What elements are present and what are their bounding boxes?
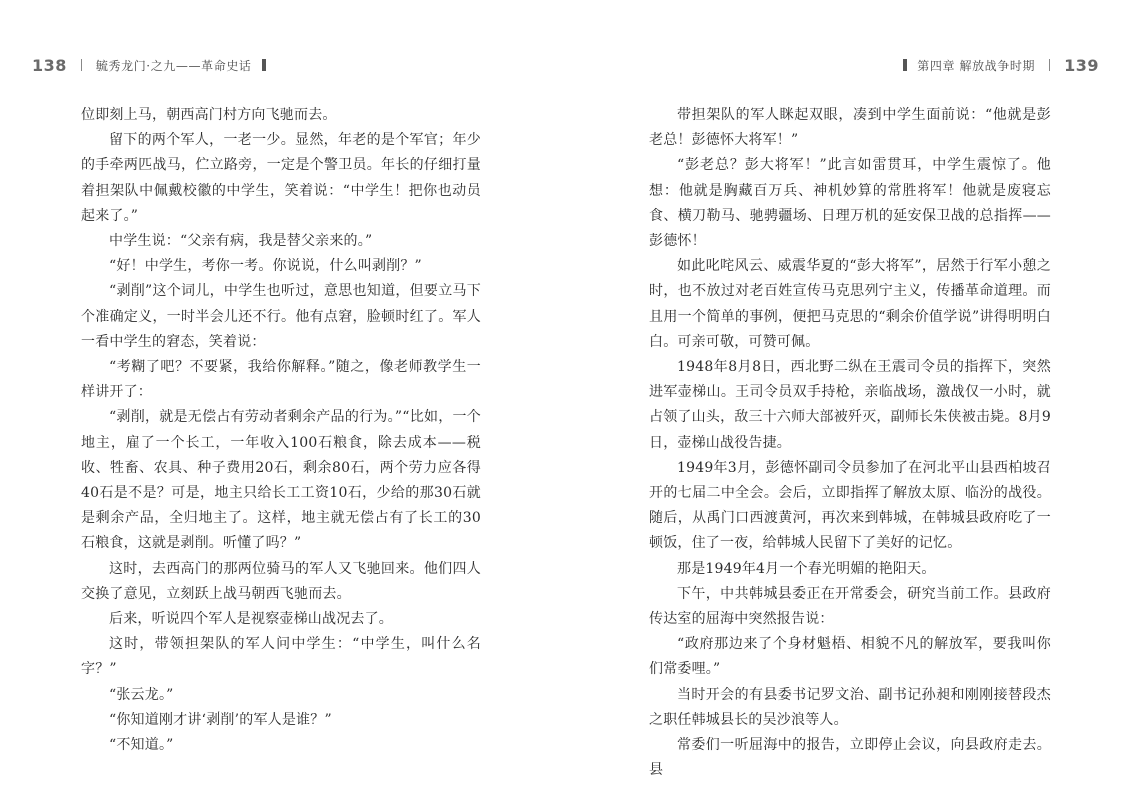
paragraph: 1949年3月，彭德怀副司令员参加了在河北平山县西柏坡召开的七届二中全会。会后，立即指挥了解放太原、临汾的战役。随后，从禹门口西渡黄河，再次来到韩城，在韩城县政府吃了一顿饭，住了一夜，给韩城人民留下了美好的记忆。 (649, 459, 1051, 552)
left-page-header (32, 54, 276, 76)
header-divider (81, 59, 82, 71)
header-block-marker (903, 59, 907, 71)
paragraph: “政府那边来了个身材魁梧、相貌不凡的解放军，要我叫你们常委哩。” (649, 636, 1051, 678)
paragraph: 常委们一听屈海中的报告，立即停止会议，向县政府走去。县 (649, 737, 1051, 779)
paragraph: “张云龙。” (109, 686, 174, 703)
paragraph: “考糊了吧？不要紧，我给你解释。”随之，像老师教学生一样讲开了： (81, 359, 481, 401)
paragraph: “剥削，就是无偿占有劳动者剩余产品的行为。”“比如，一个地主，雇了一个长工，一年收入100石粮食，除去成本——税收、牲畜、农具、种子费用20石，剩余80石，两个劳力应各得40石是不是？可是，地主只给长工工资10石，少给的那30石就是剩余产品，全归地主了。这样，地主就无偿占有了长工的30石粮食，这就是剥削。听懂了吗？” (81, 409, 481, 552)
right-page-number: 139 (1064, 55, 1099, 75)
paragraph: “好！中学生，考你一考。你说说，什么叫剥削？” (109, 258, 422, 275)
paragraph: 带担架队的军人眯起双眼，凑到中学生面前说：“他就是彭老总！彭德怀大将军！” (649, 107, 1051, 149)
left-page (0, 0, 566, 799)
right-page-header (893, 54, 1099, 76)
header-block-marker (262, 59, 266, 71)
paragraph: 中学生说：“父亲有病，我是替父亲来的。” (109, 233, 373, 250)
paragraph: 当时开会的有县委书记罗文治、副书记孙昶和刚刚接替段杰之职任韩城县长的吴沙浪等人。 (649, 686, 1051, 728)
left-page-number: 138 (32, 55, 67, 75)
paragraph: 如此叱咤风云、威震华夏的“彭大将军”，居然于行军小憩之时，也不放过对老百姓宣传马克思列宁主义，传播革命道理。而且用一个简单的事例，便把马克思的“剩余价值学说”讲得明明白白。可亲可敬，可赞可佩。 (649, 258, 1051, 350)
paragraph: “不知道。” (109, 737, 174, 754)
right-header-title: 第四章 解放战争时期 (917, 58, 1036, 73)
paragraph: 留下的两个军人，一老一少。显然，年老的是个军官；年少的手牵两匹战马，伫立路旁，一定是个警卫员。年长的仔细打量着担架队中佩戴校徽的中学生，笑着说：“中学生！把你也动员起来了。” (81, 132, 481, 224)
left-page-body (81, 103, 481, 758)
paragraph: “剥削”这个词儿，中学生也听过，意思也知道，但要立马下个准确定义，一时半会儿还不行。他有点窘，脸顿时红了。军人一看中学生的窘态，笑着说： (81, 283, 481, 350)
right-page (567, 0, 1133, 799)
paragraph: 这时，带领担架队的军人问中学生：“中学生，叫什么名字？” (81, 636, 481, 678)
header-divider (1049, 59, 1050, 71)
paragraph: 后来，听说四个军人是视察壶梯山战况去了。 (109, 611, 393, 628)
paragraph: 这时，去西高门的那两位骑马的军人又飞驰回来。他们四人交换了意见，立刻跃上战马朝西飞驰而去。 (81, 560, 481, 602)
left-header-title: 毓秀龙门·之九——革命史话 (95, 58, 252, 73)
paragraph: 那是1949年4月一个春光明媚的艳阳天。 (677, 560, 936, 577)
paragraph: 位即刻上马，朝西高门村方向飞驰而去。 (81, 107, 337, 123)
paragraph: 1948年8月8日，西北野二纵在王震司令员的指挥下，突然进军壶梯山。王司令员双手持枪，亲临战场，激战仅一小时，就占领了山头，敌三十六师大部被歼灭，副师长朱侠被击毙。8月9日，壶梯山战役告捷。 (649, 359, 1051, 451)
paragraph: “彭老总？彭大将军！”此言如雷贯耳，中学生震惊了。他想：他就是胸藏百万兵、神机妙算的常胜将军！他就是废寝忘食、横刀勒马、驰骋疆场、日理万机的延安保卫战的总指挥——彭德怀！ (649, 157, 1051, 250)
right-page-body (649, 103, 1051, 783)
paragraph: 下午，中共韩城县委正在开常委会，研究当前工作。县政府传达室的屈海中突然报告说： (649, 585, 1051, 628)
paragraph: “你知道刚才讲‘剥削’的军人是谁？” (109, 711, 332, 728)
